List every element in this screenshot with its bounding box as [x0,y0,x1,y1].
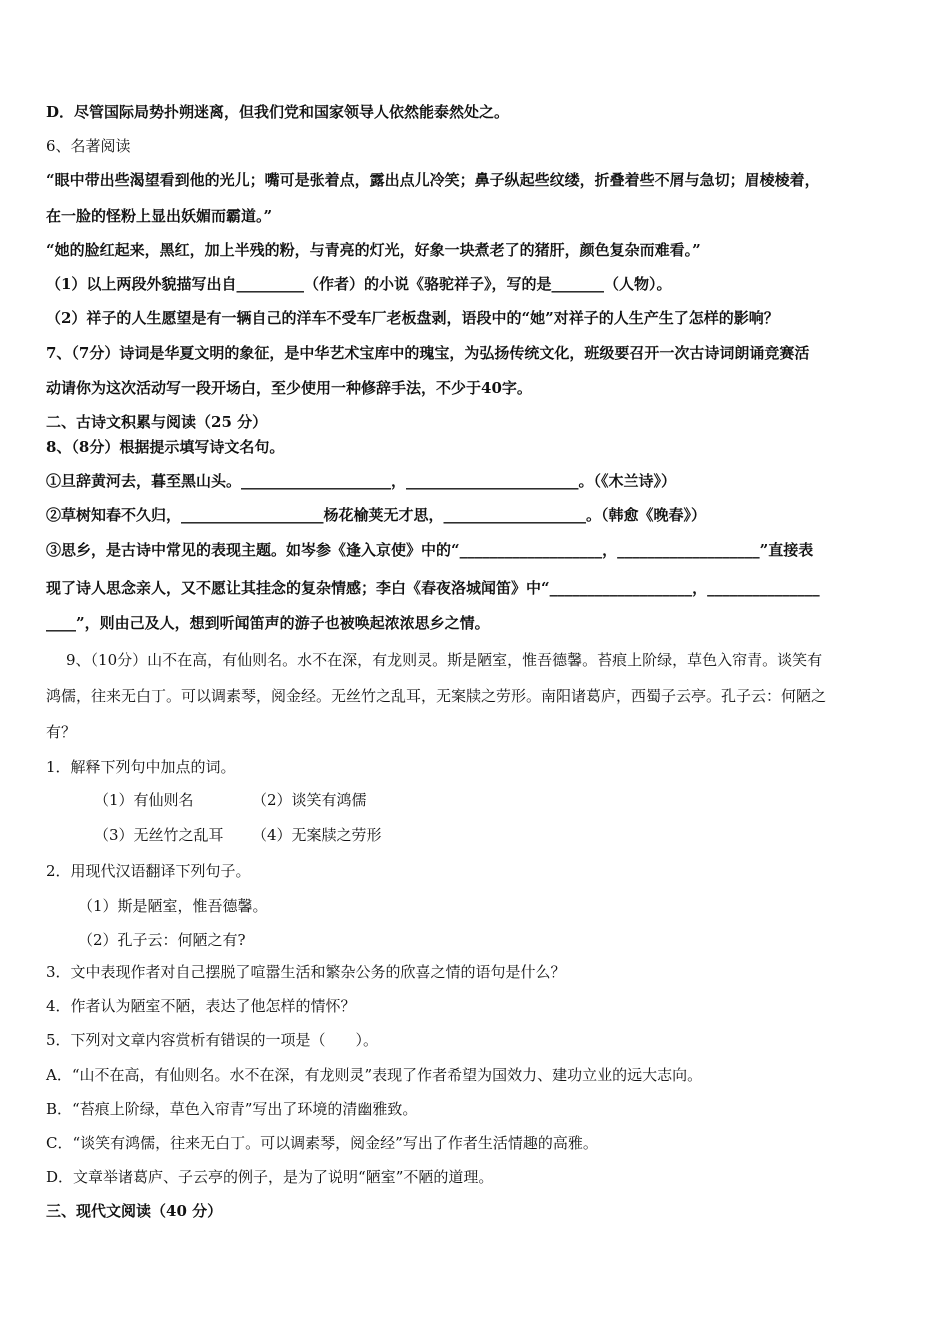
sub-question-3: 3．文中表现作者对自己摆脱了喧嚣生活和繁杂公务的欣喜之情的语句是什么？ [46,963,566,981]
question-6-heading: 6、名著阅读 [46,137,131,155]
question-8-item-1: ①旦辞黄河去，暮至黑山头。____________________，_______________________。（《木兰诗》） [46,472,677,490]
sub-question-5-option-b: B．“苔痕上阶绿，草色入帘青”写出了环境的清幽雅致。 [46,1100,418,1118]
sub-question-1: 1．解释下列句中加点的词。 [46,758,236,776]
question-8-heading: 8、（8分）根据提示填写诗文名句。 [46,438,285,456]
sub-question-1-item-1: （1）有仙则名 [94,791,194,809]
sub-question-2-item-1: （1）斯是陋室，惟吾德馨。 [78,897,268,915]
sub-question-5: 5．下列对文章内容赏析有错误的一项是（ ）。 [46,1031,379,1049]
section-2-heading: 二、古诗文积累与阅读（25 分） [46,413,268,431]
sub-question-2: 2．用现代汉语翻译下列句子。 [46,862,251,880]
sub-question-5-option-c: C．“谈笑有鸿儒，往来无白丁。可以调素琴，阅金经”写出了作者生活情趣的高雅。 [46,1134,598,1152]
question-7-line-1: 7、（7分）诗词是华夏文明的象征，是中华艺术宝库中的瑰宝，为弘扬传统文化，班级要召开一次古诗词朗诵竞赛活 [46,344,810,362]
quote-1-line-2: 在一脸的怪粉上显出妖媚而霸道。” [46,207,273,225]
sub-question-4: 4．作者认为陋室不陋，表达了他怎样的情怀？ [46,997,356,1015]
sub-question-1-items-row-1 [94,790,910,810]
question-5-option-d: D．尽管国际局势扑朔迷离，但我们党和国家领导人依然能泰然处之。 [46,103,510,121]
sub-question-1-item-4: （4）无案牍之劳形 [252,826,382,844]
question-9-passage-line-2: 鸿儒，往来无白丁。可以调素琴，阅金经。无丝竹之乱耳，无案牍之劳形。南阳诸葛庐，西蜀子云亭。孔子云：何陋之 [46,687,827,705]
sub-question-1-item-3: （3）无丝竹之乱耳 [94,826,224,844]
question-9-passage-line-3: 有？ [46,723,77,741]
section-3-heading: 三、现代文阅读（40 分） [46,1202,223,1220]
question-6-part-2: （2）祥子的人生愿望是有一辆自己的洋车不受车厂老板盘剥，语段中的“她”对祥子的人生产生了怎样的影响？ [46,309,779,327]
sub-question-1-item-2: （2）谈笑有鸿儒 [252,791,367,809]
question-8-item-3-line-3: ____”，则由己及人，想到听闻笛声的游子也被唤起浓浓思乡之情。 [46,614,490,632]
question-9-passage-line-1: 9、（10分）山不在高，有仙则名。水不在深，有龙则灵。斯是陋室，惟吾德馨。苔痕上阶绿，草色入帘青。谈笑有 [66,651,823,669]
quote-1-line-1: “眼中带出些渴望看到他的光儿；嘴可是张着点，露出点儿冷笑；鼻子纵起些纹缕，折叠着些不屑与急切；眉棱棱着， [46,171,820,189]
question-8-item-2: ②草树知春不久归，___________________杨花榆荚无才思，___________________。（韩愈《晚春》） [46,506,707,524]
question-7-line-2: 动请你为这次活动写一段开场白，至少使用一种修辞手法，不少于40字。 [46,379,532,397]
sub-question-1-items-row-2 [94,825,910,845]
sub-question-2-item-2: （2）孔子云：何陋之有? [78,931,246,949]
sub-question-5-option-a: A．“山不在高，有仙则名。水不在深，有龙则灵”表现了作者希望为国效力、建功立业的远大志向。 [46,1066,703,1084]
sub-question-5-option-d: D．文章举诸葛庐、子云亭的例子，是为了说明“陋室”不陋的道理。 [46,1168,494,1186]
question-8-item-3-line-1: ③思乡，是古诗中常见的表现主题。如岑参《逢入京使》中的“___________________，___________________”直接表 [46,541,814,559]
quote-2: “她的脸红起来，黑红，加上半残的粉，与青亮的灯光，好象一块煮老了的猪肝，颜色复杂而难看。” [46,241,701,259]
question-8-item-3-line-2: 现了诗人思念亲人，又不愿让其挂念的复杂情感；李白《春夜洛城闻笛》中“___________________，_______________ [46,579,820,597]
question-6-part-1: （1）以上两段外貌描写出自_________（作者）的小说《骆驼祥子》，写的是_______（人物）。 [46,275,672,293]
